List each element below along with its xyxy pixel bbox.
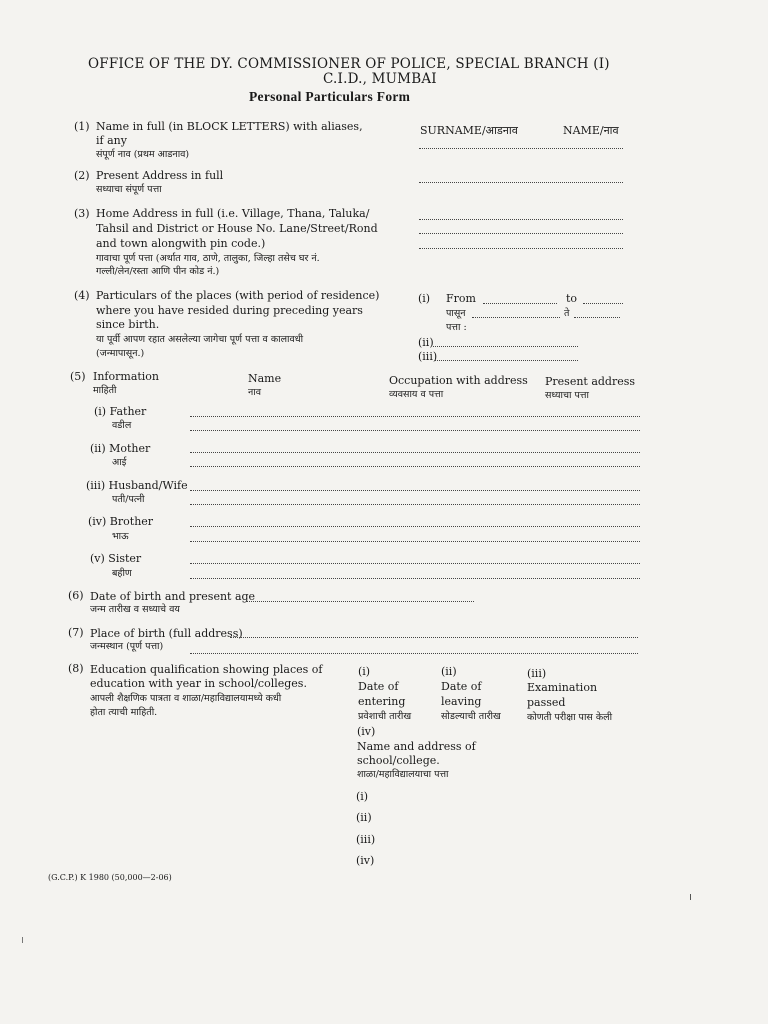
q4-label: Particulars of the places (with period of residence) xyxy=(96,289,380,302)
q8-col-iv-number: (iv) xyxy=(357,725,376,738)
q3-address-field-1[interactable] xyxy=(419,219,623,220)
q2-number: (2) xyxy=(74,169,90,182)
q5-present-address-header: Present address xyxy=(545,375,636,388)
q8-col-ii-label-2: leaving xyxy=(441,695,482,708)
q7-birthplace-field-1[interactable] xyxy=(230,637,638,638)
q5-mother-marathi: आई xyxy=(112,457,127,468)
q1-name-field[interactable] xyxy=(419,148,623,149)
q4-item-iii: (iii) xyxy=(418,350,438,363)
q4-from-field-2[interactable] xyxy=(472,317,560,318)
q2-label: Present Address in full xyxy=(96,169,224,182)
q8-col-iv-marathi: शाळा/महाविद्यालयाचा पत्ता xyxy=(357,769,449,780)
q5-sister-field-1[interactable] xyxy=(190,563,640,564)
q5-father-marathi: वडील xyxy=(112,420,132,431)
q8-marathi-2: होता त्याची माहिती. xyxy=(90,707,158,718)
q4-to-label: to xyxy=(566,292,578,305)
q5-information-marathi: माहिती xyxy=(93,385,117,396)
q4-place-ii-field[interactable] xyxy=(433,346,578,347)
q4-item-i: (i) xyxy=(418,292,431,305)
q5-spouse-field-1[interactable] xyxy=(190,490,640,491)
q5-sister-marathi: बहीण xyxy=(112,568,132,579)
q5-brother-field-1[interactable] xyxy=(190,526,640,527)
office-heading: OFFICE OF THE DY. COMMISSIONER OF POLICE, SPECIAL BRANCH (I) xyxy=(88,56,610,72)
q1-label: Name in full (in BLOCK LETTERS) with aliases, xyxy=(96,120,363,133)
office-location: C.I.D., MUMBAI xyxy=(323,71,437,87)
q8-col-iv-label-2: school/college. xyxy=(357,754,440,767)
q8-col-ii-label: Date of xyxy=(441,680,482,693)
q8-col-iii-label: Examination xyxy=(527,681,598,694)
q5-brother-field-2[interactable] xyxy=(190,541,640,542)
q5-occupation-header: Occupation with address xyxy=(389,374,528,387)
q5-name-marathi: नाव xyxy=(248,387,262,398)
q8-row-i: (i) xyxy=(356,790,369,803)
q8-col-iii-number: (iii) xyxy=(527,667,547,680)
q5-sister-label: (v) Sister xyxy=(90,552,142,565)
q4-to-marathi: ते xyxy=(564,308,570,319)
form-title: Personal Particulars Form xyxy=(249,89,411,104)
q1-marathi: संपूर्ण नाव (प्रथम आडनाव) xyxy=(96,149,190,160)
q4-label-3: since birth. xyxy=(96,318,160,331)
q5-father-label: (i) Father xyxy=(94,405,147,418)
q5-name-header: Name xyxy=(248,372,282,385)
q5-spouse-marathi: पती/पत्नी xyxy=(112,494,145,505)
q3-address-field-3[interactable] xyxy=(419,248,623,249)
q3-address-field-2[interactable] xyxy=(419,233,623,234)
q6-number: (6) xyxy=(68,589,84,602)
q7-label: Place of birth (full address) xyxy=(90,627,243,640)
q8-col-iv-label: Name and address of xyxy=(357,740,476,753)
q3-number: (3) xyxy=(74,207,90,220)
q4-to-field-2[interactable] xyxy=(574,317,620,318)
q8-col-iii-marathi: कोणती परीक्षा पास केली xyxy=(527,712,613,723)
q8-col-i-label-2: entering xyxy=(358,695,406,708)
q5-spouse-field-2[interactable] xyxy=(190,504,640,505)
q4-number: (4) xyxy=(74,289,90,302)
q8-label-2: education with year in school/colleges. xyxy=(90,677,307,690)
q6-label: Date of birth and present age xyxy=(90,590,256,603)
q5-spouse-label: (iii) Husband/Wife xyxy=(86,479,188,492)
q8-col-ii-number: (ii) xyxy=(441,665,457,678)
q8-marathi: आपली शैक्षणिक पात्रता व शाळा/महाविद्यालयामध्ये कधी xyxy=(90,693,282,704)
q5-present-address-marathi: सध्याचा पत्ता xyxy=(545,390,589,401)
q3-marathi: गावाचा पूर्ण पत्ता (अर्थात गाव, ठाणे, तालुका, जिल्हा तसेच घर नं. xyxy=(96,253,320,264)
scan-mark xyxy=(690,894,691,900)
q5-mother-label: (ii) Mother xyxy=(90,442,151,455)
q8-row-iii: (iii) xyxy=(356,833,376,846)
q7-birthplace-field-2[interactable] xyxy=(190,653,638,654)
q5-sister-field-2[interactable] xyxy=(190,578,640,579)
q8-row-iv: (iv) xyxy=(356,854,375,867)
q1-surname-header: SURNAME/आडनाव xyxy=(420,124,518,137)
q8-label: Education qualification showing places of xyxy=(90,663,323,676)
q4-from-label: From xyxy=(446,292,476,305)
q8-col-iii-label-2: passed xyxy=(527,696,566,709)
scan-mark-left xyxy=(22,937,23,943)
q8-number: (8) xyxy=(68,662,84,675)
q5-brother-marathi: भाऊ xyxy=(112,531,129,542)
q4-address-marathi: पत्ता : xyxy=(446,322,467,333)
q4-item-ii: (ii) xyxy=(418,336,434,349)
q1-label-2: if any xyxy=(96,134,127,147)
q4-from-field[interactable] xyxy=(483,303,557,304)
q6-dob-age-field[interactable] xyxy=(246,601,474,602)
q7-marathi: जन्मस्थान (पूर्ण पत्ता) xyxy=(90,641,164,652)
q4-label-2: where you have resided during preceding years xyxy=(96,304,363,317)
q2-marathi: सध्याचा संपूर्ण पत्ता xyxy=(96,184,162,195)
q8-col-i-label: Date of xyxy=(358,680,399,693)
q5-mother-field-2[interactable] xyxy=(190,466,640,467)
q2-address-field[interactable] xyxy=(419,182,623,183)
q8-row-ii: (ii) xyxy=(356,811,372,824)
q7-number: (7) xyxy=(68,626,84,639)
q3-label: Home Address in full (i.e. Village, Thana, Taluka/ xyxy=(96,207,370,220)
q1-number: (1) xyxy=(74,120,90,133)
q4-marathi-2: (जन्मापासून.) xyxy=(96,348,145,359)
q6-marathi: जन्म तारीख व सध्याचे वय xyxy=(90,604,180,615)
q3-marathi-2: गल्ली/लेन/रस्ता आणि पीन कोड नं.) xyxy=(96,266,220,277)
q5-information-header: Information xyxy=(93,370,160,383)
q4-to-field[interactable] xyxy=(583,303,623,304)
q1-name-header: NAME/नाव xyxy=(563,124,619,137)
q4-place-iii-field[interactable] xyxy=(435,360,578,361)
q8-col-i-number: (i) xyxy=(358,665,371,678)
q5-father-field-1[interactable] xyxy=(190,416,640,417)
q5-father-field-2[interactable] xyxy=(190,430,640,431)
printing-code: (G.C.P.) K 1980 (50,000—2-06) xyxy=(48,873,172,882)
q3-label-2: Tahsil and District or House No. Lane/Street/Rond xyxy=(96,222,378,235)
q5-brother-label: (iv) Brother xyxy=(88,515,154,528)
q4-marathi: या पूर्वी आपण रहात असलेल्या जागेचा पूर्ण पत्ता व कालावधी xyxy=(96,334,304,345)
q8-col-ii-marathi: सोडल्याची तारीख xyxy=(441,711,501,722)
q3-label-3: and town alongwith pin code.) xyxy=(96,237,266,250)
q5-occupation-marathi: व्यवसाय व पत्ता xyxy=(389,389,444,400)
q8-col-i-marathi: प्रवेशाची तारीख xyxy=(358,711,412,722)
q4-from-marathi: पासून xyxy=(446,308,466,319)
q5-mother-field-1[interactable] xyxy=(190,452,640,453)
q5-number: (5) xyxy=(70,370,86,383)
